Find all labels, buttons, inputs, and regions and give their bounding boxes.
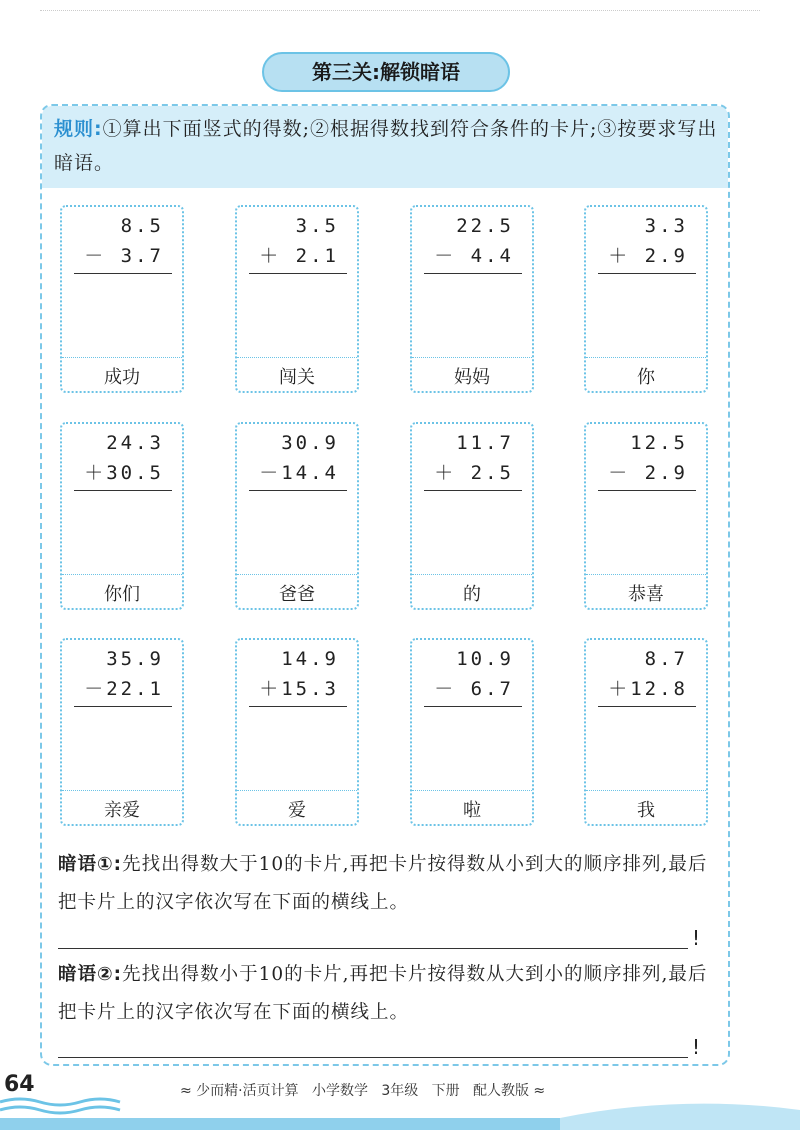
card-word: 亲爱 xyxy=(104,800,140,821)
card-word: 你们 xyxy=(104,584,140,605)
rules-text xyxy=(54,112,718,180)
card xyxy=(235,638,359,826)
card-word: 的 xyxy=(463,584,481,605)
card-operand-1: 35.9 xyxy=(106,648,164,670)
card-sum-line xyxy=(424,706,522,707)
exclamation-mark-2: ! xyxy=(692,1035,701,1059)
card-sum-line xyxy=(424,273,522,274)
card xyxy=(584,422,708,610)
exclamation-mark-1: ! xyxy=(692,926,701,950)
card xyxy=(584,205,708,393)
rules-label: 规则: xyxy=(54,118,103,140)
card-operand-2: － 4.4 xyxy=(434,245,514,267)
card-divider xyxy=(586,574,706,575)
card-divider xyxy=(237,357,357,358)
card-operand-2: ＋ 2.1 xyxy=(259,245,339,267)
card-operand-1: 3.5 xyxy=(295,215,339,237)
card-word: 爸爸 xyxy=(279,584,315,605)
card-operand-1: 3.3 xyxy=(644,215,688,237)
card-word: 啦 xyxy=(463,800,481,821)
secret-text-2: 先找出得数小于10的卡片,再把卡片按得数从大到小的顺序排列,最后把卡片上的汉字依次写在下面的横线上。 xyxy=(58,964,708,1023)
card xyxy=(410,422,534,610)
card-word: 你 xyxy=(637,367,655,388)
secret-label-2: 暗语②: xyxy=(58,964,123,985)
card-divider xyxy=(62,790,182,791)
card-sum-line xyxy=(74,273,172,274)
card-sum-line xyxy=(74,706,172,707)
card xyxy=(410,638,534,826)
card-divider xyxy=(412,574,532,575)
card-operand-2: － 3.7 xyxy=(84,245,164,267)
card xyxy=(235,422,359,610)
card-operand-1: 8.7 xyxy=(644,648,688,670)
card-sum-line xyxy=(74,490,172,491)
card-operand-2: －14.4 xyxy=(259,462,339,484)
card-operand-1: 24.3 xyxy=(106,432,164,454)
card xyxy=(60,422,184,610)
card-operand-1: 22.5 xyxy=(456,215,514,237)
footer-series-info: ≈ 少而精·活页计算 小学数学 3年级 下册 配人教版 ≈ xyxy=(180,1083,546,1099)
card-operand-1: 12.5 xyxy=(630,432,688,454)
card-divider xyxy=(62,357,182,358)
card-operand-2: ＋ 2.9 xyxy=(608,245,688,267)
answer-line-2[interactable] xyxy=(58,1057,688,1058)
card-divider xyxy=(237,790,357,791)
secret-label-1: 暗语①: xyxy=(58,854,123,875)
card-operand-2: － 6.7 xyxy=(434,678,514,700)
card-operand-2: ＋12.8 xyxy=(608,678,688,700)
card xyxy=(410,205,534,393)
page-number: 64 xyxy=(4,1072,35,1097)
card-operand-1: 10.9 xyxy=(456,648,514,670)
card-operand-1: 11.7 xyxy=(456,432,514,454)
card-word: 妈妈 xyxy=(454,367,490,388)
card-word: 我 xyxy=(637,800,655,821)
card-sum-line xyxy=(249,706,347,707)
page-title: 第三关:解锁暗语 xyxy=(262,52,510,92)
card-operand-2: ＋30.5 xyxy=(84,462,164,484)
answer-line-1[interactable] xyxy=(58,948,688,949)
card xyxy=(60,205,184,393)
card-sum-line xyxy=(249,490,347,491)
card-operand-2: － 2.9 xyxy=(608,462,688,484)
secret-text-1: 先找出得数大于10的卡片,再把卡片按得数从小到大的顺序排列,最后把卡片上的汉字依次写在下面的横线上。 xyxy=(58,854,708,913)
top-divider xyxy=(40,10,760,11)
card-word: 闯关 xyxy=(279,367,315,388)
card-divider xyxy=(412,357,532,358)
card-word: 成功 xyxy=(104,367,140,388)
secret-instruction-2 xyxy=(58,956,708,1032)
wave-decoration-icon xyxy=(0,1088,800,1130)
card-divider xyxy=(586,790,706,791)
card-sum-line xyxy=(249,273,347,274)
card-word: 爱 xyxy=(288,800,306,821)
card-sum-line xyxy=(598,706,696,707)
secret-instruction-1 xyxy=(58,846,708,922)
card xyxy=(584,638,708,826)
card-divider xyxy=(237,574,357,575)
card-operand-1: 14.9 xyxy=(281,648,339,670)
card-operand-2: ＋15.3 xyxy=(259,678,339,700)
card-operand-2: ＋ 2.5 xyxy=(434,462,514,484)
card-sum-line xyxy=(424,490,522,491)
card-divider xyxy=(412,790,532,791)
card-divider xyxy=(586,357,706,358)
card-operand-1: 30.9 xyxy=(281,432,339,454)
card-sum-line xyxy=(598,273,696,274)
rules-body: ①算出下面竖式的得数;②根据得数找到符合条件的卡片;③按要求写出暗语。 xyxy=(54,118,718,174)
card xyxy=(60,638,184,826)
card xyxy=(235,205,359,393)
card-operand-1: 8.5 xyxy=(120,215,164,237)
card-sum-line xyxy=(598,490,696,491)
card-divider xyxy=(62,574,182,575)
card-operand-2: －22.1 xyxy=(84,678,164,700)
card-word: 恭喜 xyxy=(628,584,664,605)
